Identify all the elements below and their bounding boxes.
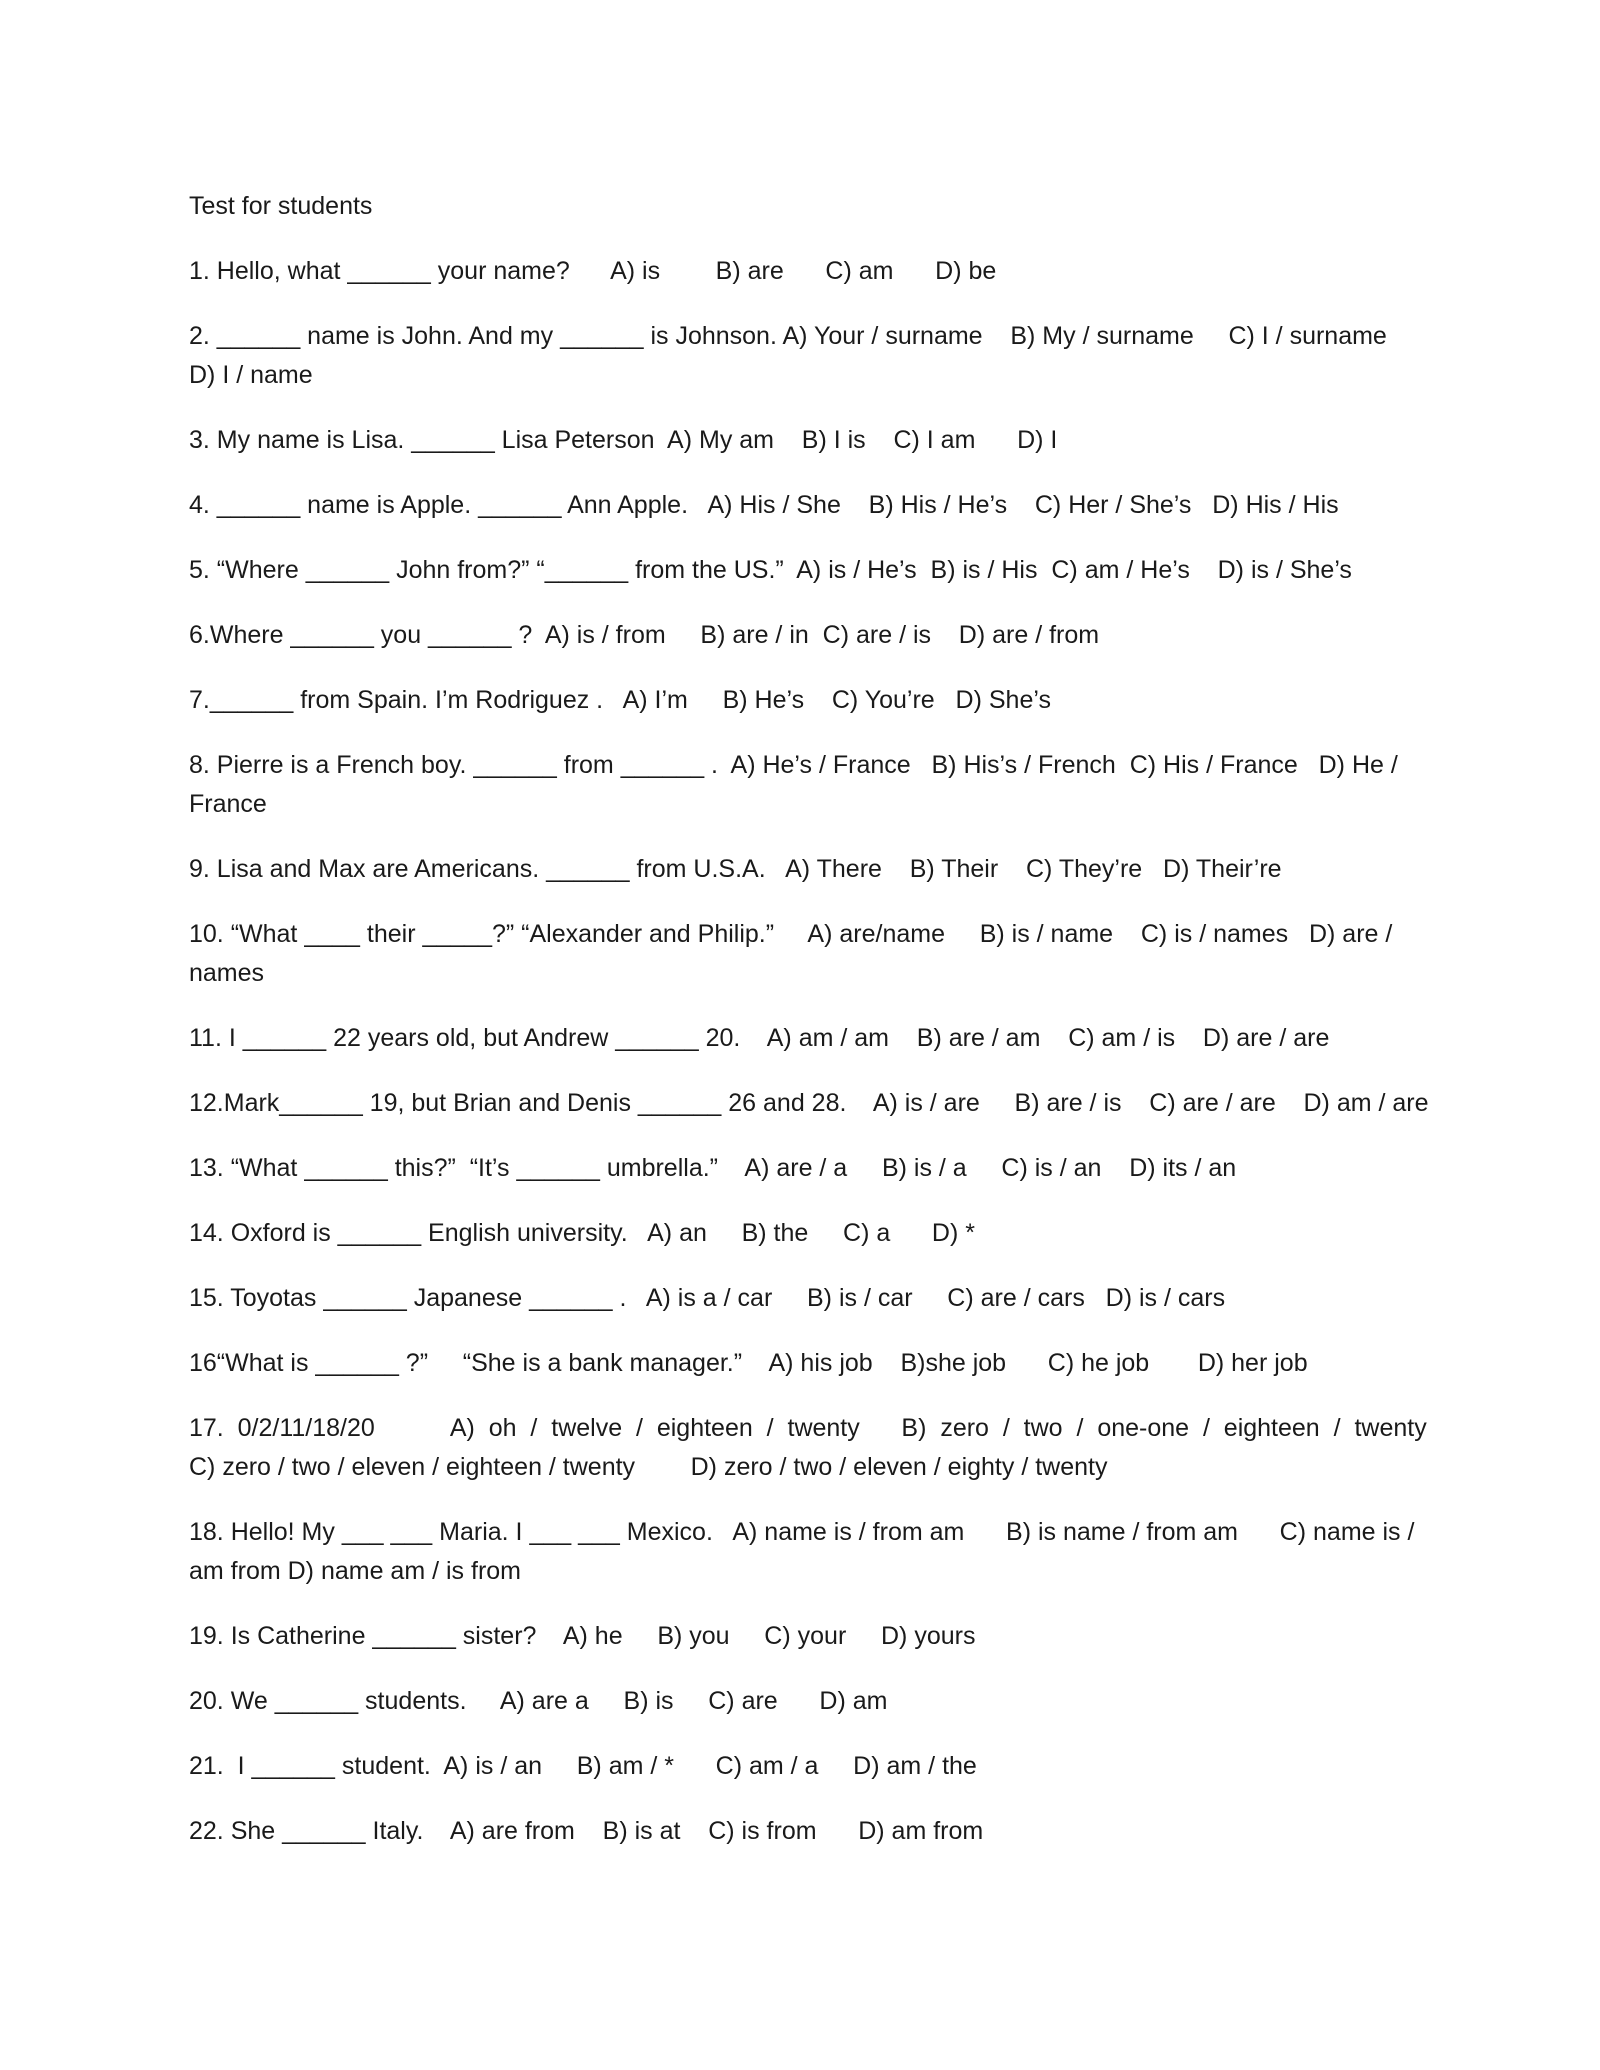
question-line: 18. Hello! My ___ ___ Maria. I ___ ___ Mexico. A) name is / from am B) is name / from am C) name is /	[189, 1518, 1415, 1546]
question-line-continued: names	[189, 959, 265, 987]
question-line: 19. Is Catherine ______ sister? A) he B) you C) your D) yours	[189, 1622, 976, 1650]
question-5	[189, 551, 1429, 590]
question-line: 7.______ from Spain. I’m Rodriguez . A) I’m B) He’s C) You’re D) She’s	[189, 686, 1051, 714]
question-3	[189, 421, 1429, 460]
question-2	[189, 317, 1429, 395]
question-18	[189, 1513, 1429, 1591]
question-9	[189, 850, 1429, 889]
question-line: 16“What is ______ ?” “She is a bank manager.” A) his job B)she job C) he job D) her job	[189, 1349, 1308, 1377]
question-line-continued: am from D) name am / is from	[189, 1557, 521, 1585]
question-line: 6.Where ______ you ______ ? A) is / from B) are / in C) are / is D) are / from	[189, 621, 1100, 649]
document-title: Test for students	[189, 192, 373, 220]
question-line: 9. Lisa and Max are Americans. ______ from U.S.A. A) There B) Their C) They’re D) Their’re	[189, 855, 1282, 883]
question-13	[189, 1149, 1429, 1188]
question-21	[189, 1747, 1429, 1786]
question-19	[189, 1617, 1429, 1656]
question-line-continued: France	[189, 790, 267, 818]
question-14	[189, 1214, 1429, 1253]
question-10	[189, 915, 1429, 993]
question-4	[189, 486, 1429, 525]
question-line: 8. Pierre is a French boy. ______ from ______ . A) He’s / France B) His’s / French C) His / France D) He /	[189, 751, 1398, 779]
question-line: 1. Hello, what ______ your name? A) is B) are C) am D) be	[189, 257, 997, 285]
question-12	[189, 1084, 1429, 1123]
question-line: 11. I ______ 22 years old, but Andrew ______ 20. A) am / am B) are / am C) am / is D) are / are	[189, 1024, 1330, 1052]
question-16	[189, 1344, 1429, 1383]
question-line-continued: C) zero / two / eleven / eighteen / twenty D) zero / two / eleven / eighty / twenty	[189, 1453, 1108, 1481]
question-line: 5. “Where ______ John from?” “______ from the US.” A) is / He’s B) is / His C) am / He’s D) is / She’s	[189, 556, 1352, 584]
document-page	[189, 187, 1429, 1877]
question-6	[189, 616, 1429, 655]
question-line: 2. ______ name is John. And my ______ is Johnson. A) Your / surname B) My / surname C) I / surname	[189, 322, 1387, 350]
question-line: 3. My name is Lisa. ______ Lisa Peterson A) My am B) I is C) I am D) I	[189, 426, 1058, 454]
question-line: 21. I ______ student. A) is / an B) am / * C) am / a D) am / the	[189, 1752, 977, 1780]
question-7	[189, 681, 1429, 720]
question-line: 12.Mark______ 19, but Brian and Denis ______ 26 and 28. A) is / are B) are / is C) are / are D) am / are	[189, 1089, 1429, 1117]
question-line: 15. Toyotas ______ Japanese ______ . A) is a / car B) is / car C) are / cars D) is / cars	[189, 1284, 1226, 1312]
question-22	[189, 1812, 1429, 1851]
question-1	[189, 252, 1429, 291]
question-line: 22. She ______ Italy. A) are from B) is at C) is from D) am from	[189, 1817, 984, 1845]
question-line: 17. 0/2/11/18/20 A) oh / twelve / eighteen / twenty B) zero / two / one-one / eighteen / twenty	[189, 1414, 1427, 1442]
question-line: 20. We ______ students. A) are a B) is C) are D) am	[189, 1687, 888, 1715]
question-line: 10. “What ____ their _____?” “Alexander and Philip.” A) are/name B) is / name C) is / names D) are /	[189, 920, 1393, 948]
question-11	[189, 1019, 1429, 1058]
question-line: 14. Oxford is ______ English university. A) an B) the C) a D) *	[189, 1219, 975, 1247]
question-17	[189, 1409, 1429, 1487]
question-line: 13. “What ______ this?” “It’s ______ umbrella.” A) are / a B) is / a C) is / an D) its / an	[189, 1154, 1237, 1182]
question-15	[189, 1279, 1429, 1318]
question-8	[189, 746, 1429, 824]
question-20	[189, 1682, 1429, 1721]
question-line: 4. ______ name is Apple. ______ Ann Apple. A) His / She B) His / He’s C) Her / She’s D) His / His	[189, 491, 1339, 519]
question-line-continued: D) I / name	[189, 361, 313, 389]
